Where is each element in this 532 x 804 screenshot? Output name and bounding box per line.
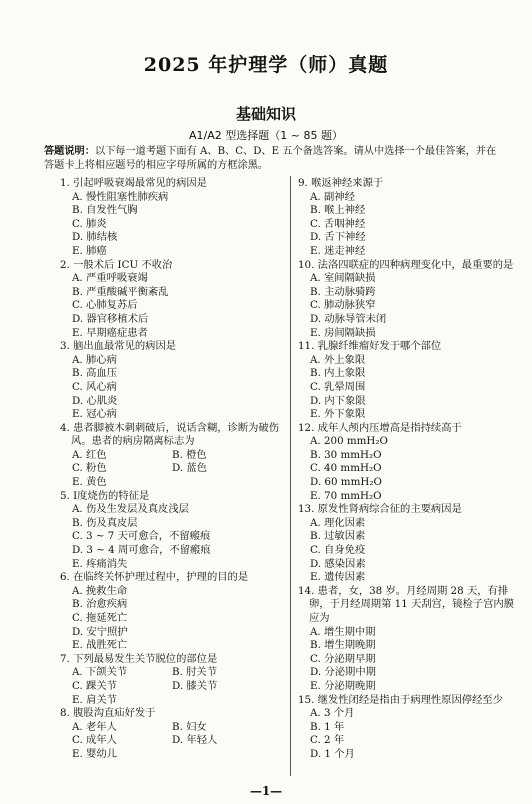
option-d: D. 蓝色 — [172, 462, 208, 475]
question-stem: 11. 乳腺纤维瘤好发于哪个部位 — [298, 340, 442, 353]
option-a: A. 外上象限 — [310, 353, 366, 366]
option-c: C. 分泌期早期 — [310, 652, 376, 665]
option-row — [60, 462, 286, 476]
option-e: E. 房间隔缺损 — [310, 326, 376, 339]
option-a: A. 3 个月 — [310, 707, 355, 720]
question-stem: 2. 一般术后 ICU 不收治 — [60, 258, 173, 271]
question-stem: 7. 下列最易发生关节脱位的部位是 — [60, 652, 218, 665]
option-e: E. 外下象限 — [310, 408, 366, 421]
question-stem: 3. 脑出血最常见的病因是 — [60, 340, 177, 353]
option-a: A. 伤及生发层及真皮浅层 — [72, 503, 189, 516]
option-b: B. 肘关节 — [172, 666, 218, 679]
question-stem: 13. 原发性肾病综合征的主要病因是 — [298, 503, 462, 516]
option-d: D. 3 ~ 4 周可愈合，不留瘢痕 — [72, 544, 211, 557]
option-a: A. 老年人 — [72, 720, 117, 733]
option-c: C. 成年人 — [72, 734, 117, 747]
question-15 — [298, 694, 516, 762]
option-b: B. 橙色 — [172, 448, 207, 461]
option-a: A. 肺心病 — [72, 353, 117, 366]
option-e: E. 婴幼儿 — [72, 747, 117, 760]
page-number: —1— — [249, 784, 283, 798]
option-e: E. 迷走神经 — [310, 244, 366, 257]
option-c: C. 40 mmH₂O — [310, 462, 382, 475]
option-a: A. 下颌关节 — [72, 666, 128, 679]
option-b: B. 高血压 — [72, 367, 118, 380]
question-stem: 15. 继发性闭经是指由于病理性原因停经至少 — [298, 693, 503, 706]
question-stem: 4. 患者脚被木刺刺破后，说话含糊，诊断为破伤风。患者的病房隔离标志为 — [60, 421, 280, 448]
option-b: B. 治愈疾病 — [72, 598, 128, 611]
option-b: B. 自发性气胸 — [72, 204, 138, 217]
question-7 — [60, 653, 286, 707]
option-c: C. 肺动脉狭窄 — [310, 299, 376, 312]
option-b: B. 增生期晚期 — [310, 639, 376, 652]
option-b: B. 过敏因素 — [310, 530, 366, 543]
option-b: B. 内上象限 — [310, 367, 366, 380]
question-4 — [60, 422, 286, 490]
option-c: C. 乳晕周围 — [310, 380, 366, 393]
option-d: D. 60 mmH₂O — [310, 476, 382, 489]
instructions-text: 以下每一道考题下面有 A、B、C、D、E 五个备选答案。请从中选择一个最佳答案，并在答题卡上将相应题号的相应字母所属的方框涂黑。 — [44, 146, 497, 171]
question-3 — [60, 340, 286, 422]
option-c: C. 风心病 — [72, 380, 117, 393]
column-divider — [290, 176, 291, 776]
instructions-label: 答题说明： — [44, 145, 95, 157]
option-d: D. 舌下神经 — [310, 231, 366, 244]
question-stem: 14. 患者，女，38 岁。月经周期 28 天，有排卵，于月经周期第 11 天刮宫，镜检子宫内膜应为 — [298, 584, 514, 624]
option-d: D. 肺结核 — [72, 231, 118, 244]
question-8 — [60, 707, 286, 761]
option-e: E. 疼痛消失 — [72, 557, 128, 570]
option-d: D. 年轻人 — [172, 734, 218, 747]
option-c: C. 自身免疫 — [310, 544, 366, 557]
option-e: E. 早期癌症患者 — [72, 326, 148, 339]
option-a: A. 严重呼吸衰竭 — [72, 272, 148, 285]
option-c: C. 拖延死亡 — [72, 612, 128, 624]
option-c: C. 肺炎 — [72, 217, 107, 230]
option-d: D. 感染因素 — [310, 557, 366, 570]
answer-instructions — [44, 145, 502, 172]
option-d: D. 安宁照护 — [72, 625, 128, 638]
option-d: D. 膝关节 — [172, 679, 218, 692]
left-column — [60, 177, 286, 762]
option-d: D. 器官移植术后 — [72, 312, 149, 325]
option-a: A. 200 mmH₂O — [310, 435, 388, 448]
question-stem: 10. 法洛四联症的四种病理变化中，最重要的是 — [298, 258, 514, 271]
option-a: A. 增生期中期 — [310, 625, 376, 638]
option-b: B. 伤及真皮层 — [72, 516, 138, 529]
option-d: D. 心肌炎 — [72, 394, 118, 407]
option-a: A. 挽救生命 — [72, 584, 128, 597]
option-row — [60, 680, 286, 694]
question-type-heading: A1/A2 型选择题（1 ~ 85 题） — [189, 129, 343, 142]
option-b: B. 严重酸碱平衡紊乱 — [72, 285, 169, 298]
option-b: B. 主动脉骑跨 — [310, 285, 376, 298]
question-5 — [60, 490, 286, 572]
question-10 — [298, 259, 516, 341]
option-e: E. 70 mmH₂O — [310, 489, 382, 502]
question-stem: 9. 喉返神经来源于 — [298, 177, 384, 189]
option-b: B. 妇女 — [172, 720, 207, 733]
question-11 — [298, 340, 516, 422]
option-b: B. 30 mmH₂O — [310, 448, 382, 461]
question-stem: 12. 成年人颅内压增高是指持续高于 — [298, 421, 462, 434]
section-heading: 基础知识 — [235, 105, 296, 123]
question-9 — [298, 177, 516, 259]
page-title: 2025 年护理学（师）真题 — [143, 54, 389, 76]
question-13 — [298, 503, 516, 585]
option-a: A. 副神经 — [310, 190, 355, 203]
option-c: C. 舌咽神经 — [310, 217, 366, 230]
right-column — [298, 177, 516, 762]
option-row — [60, 734, 286, 748]
option-d: D. 动脉导管未闭 — [310, 312, 387, 325]
option-e: E. 肺癌 — [72, 244, 107, 257]
question-stem: 6. 在临终关怀护理过程中，护理的目的是 — [60, 571, 249, 584]
option-c: C. 2 年 — [310, 734, 345, 747]
option-row — [60, 449, 286, 463]
question-2 — [60, 259, 286, 341]
option-d: D. 1 个月 — [310, 747, 355, 760]
option-e: E. 冠心病 — [72, 408, 117, 421]
question-stem: 1. 引起呼吸衰竭最常见的病因是 — [60, 177, 207, 189]
option-e: E. 遗传因素 — [310, 571, 366, 584]
option-e: E. 分泌期晚期 — [310, 679, 376, 692]
option-a: A. 室间隔缺损 — [310, 272, 376, 285]
option-e: E. 肩关节 — [72, 693, 117, 706]
option-c: C. 踝关节 — [72, 679, 117, 692]
option-d: D. 分泌期中期 — [310, 666, 376, 679]
option-row — [60, 666, 286, 680]
question-1 — [60, 177, 286, 259]
option-row — [60, 721, 286, 735]
option-c: C. 粉色 — [72, 462, 107, 475]
option-e: E. 黄色 — [72, 476, 107, 489]
option-b: B. 1 年 — [310, 720, 345, 733]
option-c: C. 3 ~ 7 天可愈合，不留瘢痕 — [72, 530, 211, 543]
option-d: D. 内下象限 — [310, 394, 366, 407]
question-14 — [298, 585, 516, 694]
option-c: C. 心肺复苏后 — [72, 299, 138, 312]
question-stem: 8. 腹股沟直疝好发于 — [60, 707, 156, 720]
option-a: A. 红色 — [72, 448, 107, 461]
option-a: A. 理化因素 — [310, 516, 366, 529]
question-6 — [60, 571, 286, 653]
question-12 — [298, 422, 516, 504]
option-b: B. 喉上神经 — [310, 204, 366, 217]
option-e: E. 战胜死亡 — [72, 639, 128, 652]
option-a: A. 慢性阻塞性肺疾病 — [72, 190, 169, 203]
question-stem: 5. Ⅰ度烧伤的特征是 — [60, 489, 150, 502]
